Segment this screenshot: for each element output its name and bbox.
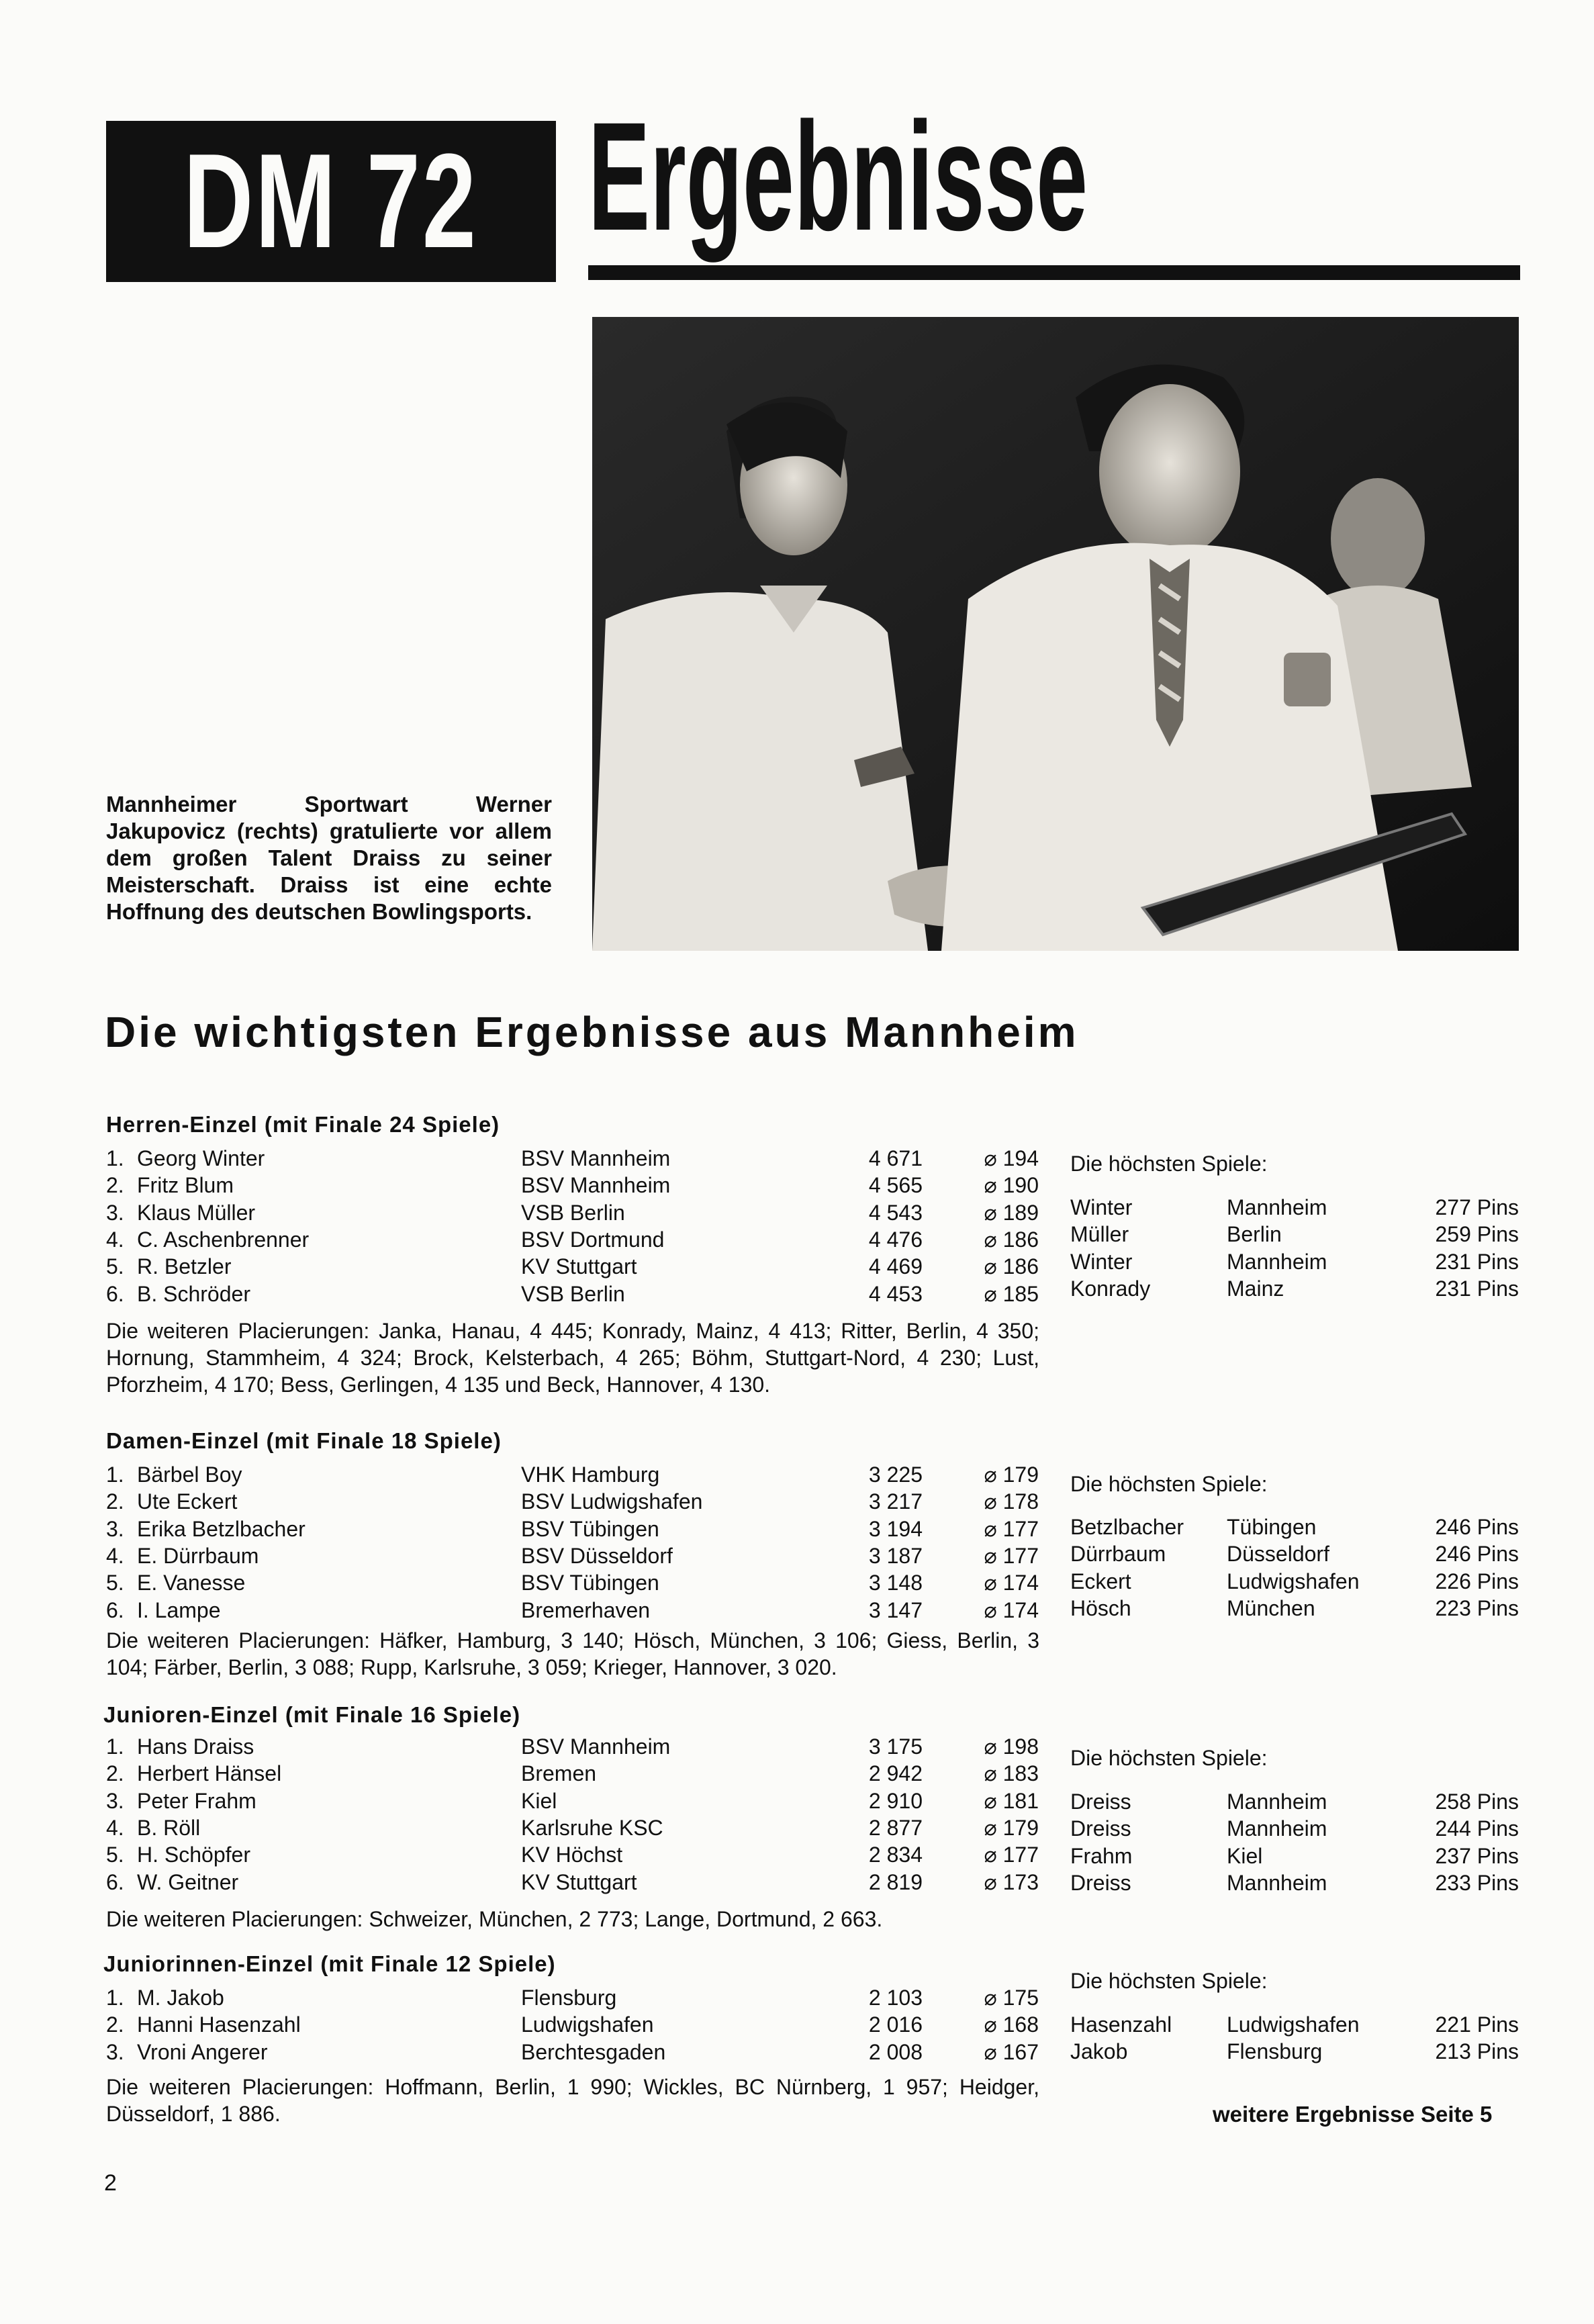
average: ⌀ 181 (984, 1788, 1039, 1813)
player-name: B. Schröder (137, 1281, 250, 1306)
high-game-pins: 223 Pins (1435, 1595, 1519, 1620)
high-game-city: Tübingen (1227, 1515, 1317, 1539)
high-game-row (0, 1869, 1594, 1896)
high-game-player: Betzlbacher (1070, 1515, 1184, 1539)
average: ⌀ 194 (984, 1146, 1039, 1170)
club: Kiel (521, 1788, 557, 1813)
high-game-city: München (1227, 1595, 1315, 1620)
club: BSV Dortmund (521, 1227, 665, 1252)
club: BSV Mannheim (521, 1173, 671, 1198)
total-pins: 4 453 (868, 1281, 923, 1306)
high-game-city: Mannheim (1227, 1249, 1327, 1274)
club: BSV Ludwigshafen (521, 1489, 703, 1514)
high-game-pins: 231 Pins (1435, 1249, 1519, 1274)
high-game-pins: 233 Pins (1435, 1870, 1519, 1895)
placements-junioren: Die weiteren Placierungen: Schweizer, München, 2 773; Lange, Dortmund, 2 663. (106, 1907, 883, 1931)
average: ⌀ 175 (984, 1986, 1039, 2010)
high-game-pins: 258 Pins (1435, 1790, 1519, 1814)
average: ⌀ 186 (984, 1254, 1039, 1279)
total-pins: 4 469 (868, 1254, 923, 1279)
rank: 3. (106, 1516, 124, 1541)
high-game-player: Konrady (1070, 1276, 1151, 1301)
player-name: I. Lampe (137, 1597, 221, 1622)
high-game-player: Dreiss (1070, 1790, 1131, 1814)
high-game-city: Mannheim (1227, 1870, 1327, 1895)
average: ⌀ 198 (984, 1734, 1039, 1759)
club: BSV Mannheim (521, 1146, 671, 1170)
total-pins: 3 225 (868, 1462, 923, 1487)
club: BSV Mannheim (521, 1734, 671, 1759)
high-game-row (0, 1275, 1594, 1302)
high-game-player: Müller (1070, 1222, 1129, 1247)
high-game-player: Hasenzahl (1070, 2012, 1172, 2037)
rank: 4. (106, 1543, 124, 1568)
logo-text: DM 72 (183, 126, 479, 276)
high-game-row (0, 1815, 1594, 1842)
result-row (0, 1760, 1074, 1787)
result-row (0, 1984, 1074, 2011)
player-name: Peter Frahm (137, 1788, 256, 1813)
rank: 6. (106, 1869, 124, 1894)
high-game-pins: 246 Pins (1435, 1542, 1519, 1567)
rank: 3. (106, 1200, 124, 1225)
club: KV Stuttgart (521, 1254, 637, 1279)
photo-illustration (592, 317, 1519, 951)
high-game-player: Dreiss (1070, 1870, 1131, 1895)
rank: 4. (106, 1815, 124, 1840)
player-name: Ute Eckert (137, 1489, 238, 1514)
total-pins: 3 217 (868, 1489, 923, 1514)
player-name: E. Vanesse (137, 1571, 246, 1595)
rank: 2. (106, 1761, 124, 1786)
total-pins: 4 565 (868, 1173, 923, 1198)
player-name: H. Schöpfer (137, 1843, 250, 1867)
rank: 1. (106, 1734, 124, 1759)
placements-damen: Die weiteren Placierungen: Häfker, Hamburg, 3 140; Hösch, München, 3 106; Giess, Berlin, 3 104; Färber, Berlin, 3 088; Rupp, Karlsruhe, 3 059; Krieger, Hannover, 3 020. (106, 1628, 1039, 1679)
average: ⌀ 189 (984, 1200, 1039, 1225)
player-name: Klaus Müller (137, 1200, 256, 1225)
rank: 5. (106, 1843, 124, 1867)
high-game-row (0, 1595, 1594, 1622)
average: ⌀ 177 (984, 1843, 1039, 1867)
high-game-row (0, 1568, 1594, 1595)
page-number: 2 (104, 2170, 117, 2196)
total-pins: 3 175 (868, 1734, 923, 1759)
block-title-junioren: Junioren-Einzel (mit Finale 16 Spiele) (103, 1702, 521, 1727)
average: ⌀ 174 (984, 1597, 1039, 1622)
high-game-row (0, 1221, 1594, 1248)
player-name: W. Geitner (137, 1869, 239, 1894)
club: Karlsruhe KSC (521, 1815, 663, 1840)
average: ⌀ 183 (984, 1761, 1039, 1786)
rank: 6. (106, 1597, 124, 1622)
rank: 5. (106, 1571, 124, 1595)
high-game-city: Kiel (1227, 1843, 1263, 1868)
high-game-pins: 237 Pins (1435, 1843, 1519, 1868)
total-pins: 2 834 (868, 1843, 923, 1867)
total-pins: 4 543 (868, 1200, 923, 1225)
rank: 4. (106, 1227, 124, 1252)
high-game-pins: 259 Pins (1435, 1222, 1519, 1247)
rank: 2. (106, 1489, 124, 1514)
high-games-label-damen: Die höchsten Spiele: (1070, 1472, 1268, 1496)
total-pins: 4 671 (868, 1146, 923, 1170)
player-name: R. Betzler (137, 1254, 232, 1279)
average: ⌀ 179 (984, 1815, 1039, 1840)
club: KV Stuttgart (521, 1869, 637, 1894)
high-game-pins: 213 Pins (1435, 2039, 1519, 2064)
club: Flensburg (521, 1986, 617, 2010)
player-name: Erika Betzlbacher (137, 1516, 306, 1541)
high-game-city: Mannheim (1227, 1790, 1327, 1814)
high-game-pins: 246 Pins (1435, 1515, 1519, 1539)
total-pins: 2 942 (868, 1761, 923, 1786)
high-game-player: Hösch (1070, 1595, 1131, 1620)
high-games-label-juniorinnen: Die höchsten Spiele: (1070, 1969, 1268, 1993)
total-pins: 2 103 (868, 1986, 923, 2010)
rank: 6. (106, 1281, 124, 1306)
total-pins: 3 194 (868, 1516, 923, 1541)
player-name: Hans Draiss (137, 1734, 254, 1759)
average: ⌀ 173 (984, 1869, 1039, 1894)
player-name: Vroni Angerer (137, 2039, 268, 2064)
high-games-label-herren: Die höchsten Spiele: (1070, 1152, 1268, 1176)
average: ⌀ 190 (984, 1173, 1039, 1198)
block-title-damen: Damen-Einzel (mit Finale 18 Spiele) (106, 1428, 502, 1453)
rank: 5. (106, 1254, 124, 1279)
photo-caption: Mannheimer Sportwart Werner Jakupovicz (rechts) gratulierte vor allem dem großen Talent Draiss zu seiner Meisterschaft. Draiss ist eine echte Hoffnung des deutschen Bowlingsports. (106, 792, 552, 924)
high-game-row (0, 1843, 1594, 1869)
rank: 1. (106, 1146, 124, 1170)
club: BSV Düsseldorf (521, 1543, 673, 1568)
result-row (0, 1145, 1074, 1172)
average: ⌀ 186 (984, 1227, 1039, 1252)
club: VSB Berlin (521, 1200, 625, 1225)
rank: 1. (106, 1462, 124, 1487)
award-photo (592, 317, 1519, 951)
placements-juniorinnen: Die weiteren Placierungen: Hoffmann, Berlin, 1 990; Wickles, BC Nürnberg, 1 957; Heidger, Düsseldorf, 1 886. (106, 2075, 1039, 2126)
block-title-juniorinnen: Juniorinnen-Einzel (mit Finale 12 Spiele) (103, 1951, 556, 1976)
high-game-pins: 277 Pins (1435, 1195, 1519, 1219)
total-pins: 2 016 (868, 2012, 923, 2037)
high-game-city: Mainz (1227, 1276, 1284, 1301)
high-game-player: Frahm (1070, 1843, 1133, 1868)
high-game-city: Flensburg (1227, 2039, 1323, 2064)
high-game-row (0, 1514, 1594, 1540)
player-name: Herbert Hänsel (137, 1761, 282, 1786)
page-title: Ergebnisse (588, 90, 1088, 263)
average: ⌀ 178 (984, 1489, 1039, 1514)
player-name: Georg Winter (137, 1146, 265, 1170)
more-results-note: weitere Ergebnisse Seite 5 (1213, 2102, 1493, 2127)
high-game-pins: 221 Pins (1435, 2012, 1519, 2037)
title-rule (588, 265, 1520, 280)
club: VSB Berlin (521, 1281, 625, 1306)
placements-herren: Die weiteren Placierungen: Janka, Hanau, 4 445; Konrady, Mainz, 4 413; Ritter, Berlin, 4 350; Hornung, Stammheim, 4 324; Brock, Kelsterbach, 4 265; Böhm, Stuttgart-Nord, 4 230; Lust, Pforzheim, 4 170; Bess, Gerlingen, 4 135 und Beck, Hannover, 4 130. (106, 1319, 1039, 1397)
rank: 3. (106, 1788, 124, 1813)
rank: 2. (106, 1173, 124, 1198)
rank: 1. (106, 1986, 124, 2010)
player-name: B. Röll (137, 1815, 201, 1840)
club: VHK Hamburg (521, 1462, 660, 1487)
high-game-city: Mannheim (1227, 1816, 1327, 1841)
total-pins: 3 147 (868, 1597, 923, 1622)
club: Berchtesgaden (521, 2039, 666, 2064)
player-name: C. Aschenbrenner (137, 1227, 310, 1252)
high-game-player: Dürrbaum (1070, 1542, 1166, 1567)
rank: 3. (106, 2039, 124, 2064)
result-row (0, 1461, 1074, 1488)
player-name: Hanni Hasenzahl (137, 2012, 301, 2037)
high-game-pins: 231 Pins (1435, 1276, 1519, 1301)
average: ⌀ 185 (984, 1281, 1039, 1306)
high-games-label-junioren: Die höchsten Spiele: (1070, 1746, 1268, 1770)
high-game-player: Dreiss (1070, 1816, 1131, 1841)
rank: 2. (106, 2012, 124, 2037)
club: Ludwigshafen (521, 2012, 654, 2037)
high-game-pins: 226 Pins (1435, 1569, 1519, 1593)
player-name: M. Jakob (137, 1986, 224, 2010)
club: Bremen (521, 1761, 597, 1786)
average: ⌀ 174 (984, 1571, 1039, 1595)
club: Bremerhaven (521, 1597, 651, 1622)
average: ⌀ 167 (984, 2039, 1039, 2064)
total-pins: 2 008 (868, 2039, 923, 2064)
dm72-logo (106, 121, 556, 282)
player-name: E. Dürrbaum (137, 1543, 259, 1568)
total-pins: 4 476 (868, 1227, 923, 1252)
result-row (0, 1488, 1074, 1515)
club: KV Höchst (521, 1843, 623, 1867)
total-pins: 2 877 (868, 1815, 923, 1840)
average: ⌀ 177 (984, 1543, 1039, 1568)
high-game-player: Winter (1070, 1195, 1133, 1219)
high-game-city: Ludwigshafen (1227, 1569, 1360, 1593)
total-pins: 2 910 (868, 1788, 923, 1813)
high-game-row (0, 1248, 1594, 1275)
high-game-player: Winter (1070, 1249, 1133, 1274)
average: ⌀ 179 (984, 1462, 1039, 1487)
high-game-city: Düsseldorf (1227, 1542, 1329, 1567)
section-title: Die wichtigsten Ergebnisse aus Mannheim (105, 1008, 1079, 1056)
club: BSV Tübingen (521, 1516, 659, 1541)
high-game-row (0, 1788, 1594, 1815)
club: BSV Tübingen (521, 1571, 659, 1595)
block-title-herren: Herren-Einzel (mit Finale 24 Spiele) (106, 1112, 500, 1137)
high-game-city: Mannheim (1227, 1195, 1327, 1219)
total-pins: 3 148 (868, 1571, 923, 1595)
high-game-row (0, 2011, 1594, 2038)
high-game-row (0, 2038, 1594, 2065)
high-game-row (0, 1194, 1594, 1221)
high-game-player: Eckert (1070, 1569, 1131, 1593)
high-game-city: Berlin (1227, 1222, 1282, 1247)
player-name: Bärbel Boy (137, 1462, 242, 1487)
high-game-row (0, 1540, 1594, 1567)
high-game-city: Ludwigshafen (1227, 2012, 1360, 2037)
total-pins: 3 187 (868, 1543, 923, 1568)
high-game-pins: 244 Pins (1435, 1816, 1519, 1841)
average: ⌀ 168 (984, 2012, 1039, 2037)
average: ⌀ 177 (984, 1516, 1039, 1541)
result-row (0, 1733, 1074, 1760)
total-pins: 2 819 (868, 1869, 923, 1894)
high-game-player: Jakob (1070, 2039, 1128, 2064)
player-name: Fritz Blum (137, 1173, 234, 1198)
